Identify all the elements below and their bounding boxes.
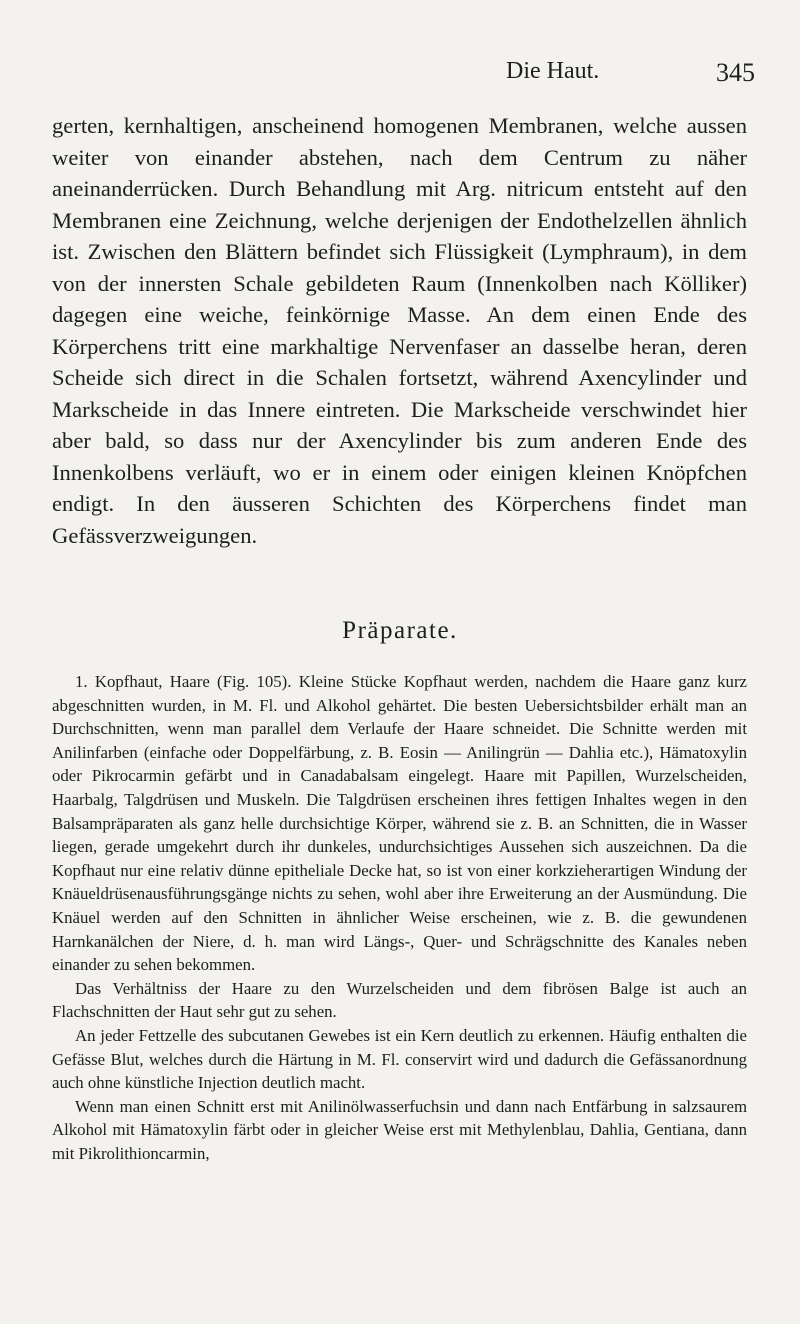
preparations-text [52, 670, 747, 1165]
header-title: Die Haut. [506, 58, 600, 84]
intro-paragraph: gerten, kernhaltigen, anscheinend homogenen Membranen, welche aussen weiter von einander abstehen, nach dem Centrum zu näher aneinanderrücken. Durch Behandlung mit Arg. nitricum entsteht auf den Membranen eine Zeichnung, welche derjenigen der Endothelzellen ähnlich ist. Zwischen den Blättern befindet sich Flüssigkeit (Lymphraum), in dem von der innersten Schale gebildeten Raum (Innenkolben nach Kölliker) dagegen eine weiche, feinkörnige Masse. An dem einen Ende des Körperchens tritt eine markhaltige Nervenfaser an dasselbe heran, deren Scheide sich direct in die Schalen fortsetzt, während Axencylinder und Markscheide in das Innere eintreten. Die Markscheide verschwindet hier aber bald, so dass nur der Axencylinder bis zum anderen Ende des Innenkolbens verläuft, wo er in einem oder einigen kleinen Knöpfchen endigt. In den äusseren Schichten des Körperchens findet man Gefässverzweigungen. [52, 113, 747, 548]
section-heading: Präparate. [342, 617, 458, 644]
paragraph-fettzelle: An jeder Fettzelle des subcutanen Gewebes ist ein Kern deutlich zu erkennen. Häufig enthalten die Gefässe Blut, welches durch die Härtung in M. Fl. conservirt wird und dadurch die Gefässanordnung auch ohne künstliche Injection deutlich macht. [52, 1025, 747, 1093]
intro-text [52, 110, 747, 551]
paragraph-faerbung: Wenn man einen Schnitt erst mit Anilinölwasserfuchsin und dann nach Entfärbung in salzsaurem Alkohol mit Hämatoxylin färbt oder in gleicher Weise erst mit Methylenblau, Dahlia, Gentiana, dann mit Pikrolithioncarmin, [52, 1096, 747, 1163]
paragraph-kopfhaut: 1. Kopfhaut, Haare (Fig. 105). Kleine Stücke Kopfhaut werden, nachdem die Haare ganz kurz abgeschnitten wurden, in M. Fl. und Alkohol gehärtet. Die besten Uebersichtsbilder erhält man an Durchschnitten, wenn man parallel dem Verlaufe der Haare schneidet. Die Schnitte werden mit Anilinfarben (einfache oder Doppelfärbung, z. B. Eosin — Anilingrün — Dahlia etc.), Hämatoxylin oder Pikrocarmin gefärbt und in Canadabalsam eingelegt. Haare mit Papillen, Wurzelscheiden, Haarbalg, Talgdrüsen und Muskeln. Die Talgdrüsen erscheinen ihres fettigen Inhaltes wegen in den Balsampräparaten als ganz helle durchsichtige Körper, während sie z. B. an Schnitten, die in Wasser liegen, gerade umgekehrt durch ihr dunkeles, undurchsichtiges Aussehen sich auszeichnen. Da die Kopfhaut nur eine relativ dünne epitheliale Decke hat, so ist von einer korkzieherartigen Windung der Knäueldrüsenausführungsgänge nichts zu sehen, wohl aber ihre Erweiterung an der Ausmündung. Die Knäuel werden auf den Schnitten in ähnlicher Weise erscheinen, wie z. B. die gewundenen Harnkanälchen der Niere, d. h. man wird Längs-, Quer- und Schrägschnitte des Kanales neben einander zu sehen bekommen. [52, 672, 747, 975]
paragraph-haare-verhaeltniss: Das Verhältniss der Haare zu den Wurzelscheiden und dem fibrösen Balge ist auch an Flachschnitten der Haut sehr gut zu sehen. [52, 978, 747, 1022]
page-number: 345 [716, 58, 755, 87]
running-header [0, 58, 800, 88]
